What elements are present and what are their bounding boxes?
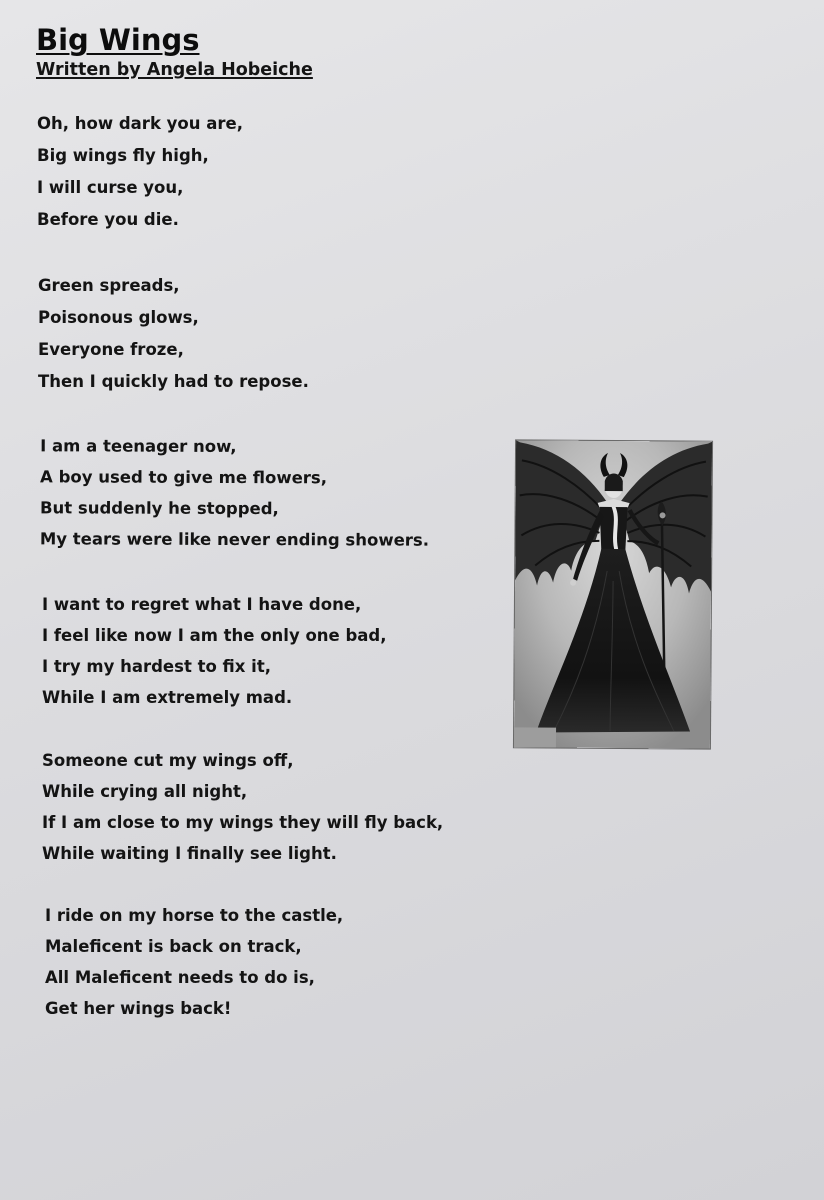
poem-line: Maleficent is back on track, [45, 937, 302, 956]
poem-line: Green spreads, [38, 276, 180, 295]
stanza-1 [37, 112, 243, 240]
stanza-6 [45, 904, 343, 1028]
poem-line: I try my hardest to fix it, [42, 657, 271, 676]
poem-line: Get her wings back! [45, 999, 232, 1018]
poem-line: Poisonous glows, [38, 308, 199, 327]
poem-line: But suddenly he stopped, [39, 498, 279, 519]
stanza-3 [40, 434, 430, 559]
poem-line: Big wings fly high, [37, 146, 209, 165]
poem-line: While I am extremely mad. [42, 688, 293, 707]
stanza-2 [38, 274, 309, 402]
stanza-5 [42, 749, 443, 873]
poem-line: A boy used to give me flowers, [40, 467, 328, 488]
poem-line: Then I quickly had to repose. [38, 372, 309, 391]
maleficent-illustration [514, 440, 712, 748]
poem-line: I want to regret what I have done, [42, 595, 362, 614]
poem-line: Someone cut my wings off, [42, 751, 294, 770]
poem-line: While waiting I finally see light. [42, 844, 337, 863]
poem-author: Written by Angela Hobeiche [36, 60, 313, 80]
poem-line: I feel like now I am the only one bad, [42, 626, 387, 645]
poem-line: While crying all night, [42, 782, 248, 801]
poem-line: I will curse you, [37, 178, 184, 197]
poem-line: I ride on my horse to the castle, [45, 906, 344, 925]
poem-title: Big Wings [36, 23, 200, 57]
poem-line: My tears were like never ending showers. [39, 529, 430, 550]
poem-line: Before you die. [37, 210, 179, 229]
poem-line: Everyone froze, [38, 340, 184, 359]
poem-line: Oh, how dark you are, [37, 114, 243, 133]
maleficent-figure-icon [514, 440, 712, 748]
stanza-4 [42, 593, 387, 717]
poem-line: All Maleficent needs to do is, [45, 968, 315, 987]
poem-line: I am a teenager now, [40, 436, 237, 457]
poem-line: If I am close to my wings they will fly back, [42, 813, 444, 832]
